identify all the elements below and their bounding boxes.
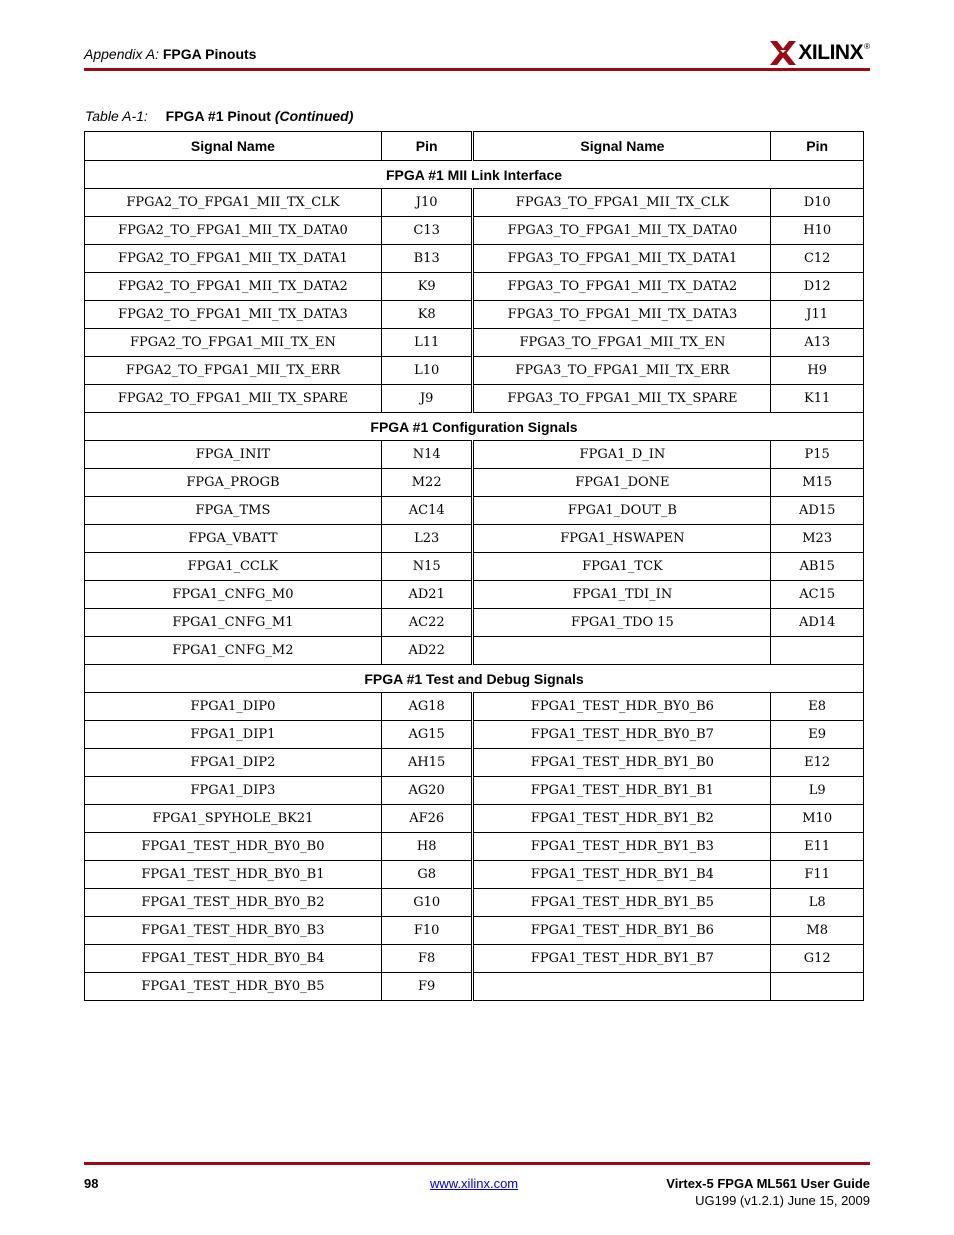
pin-cell: F9 (381, 973, 473, 1001)
xilinx-logo (770, 38, 870, 68)
pin-cell: J9 (381, 385, 473, 413)
signal-name-cell: FPGA1_SPYHOLE_BK21 (85, 805, 382, 833)
signal-name-cell: FPGA1_TEST_HDR_BY1_B2 (473, 805, 771, 833)
pin-cell: AD15 (771, 497, 864, 525)
signal-name-cell: FPGA_VBATT (85, 525, 382, 553)
table-row (85, 721, 864, 749)
signal-name-cell: FPGA3_TO_FPGA1_MII_TX_SPARE (473, 385, 771, 413)
section-row (85, 413, 864, 441)
signal-name-cell: FPGA1_TEST_HDR_BY0_B6 (473, 693, 771, 721)
table-row (85, 441, 864, 469)
pin-cell: AD21 (381, 581, 473, 609)
pin-cell: E11 (771, 833, 864, 861)
pin-cell: E12 (771, 749, 864, 777)
table-header-row (85, 132, 864, 161)
pin-cell: L11 (381, 329, 473, 357)
signal-name-cell: FPGA1_DIP3 (85, 777, 382, 805)
appendix-title: FPGA Pinouts (162, 46, 257, 62)
section-title: FPGA #1 Configuration Signals (85, 413, 864, 441)
signal-name-cell: FPGA3_TO_FPGA1_MII_TX_CLK (473, 189, 771, 217)
signal-name-cell: FPGA2_TO_FPGA1_MII_TX_DATA2 (85, 273, 382, 301)
section-title: FPGA #1 Test and Debug Signals (85, 665, 864, 693)
pin-cell: P15 (771, 441, 864, 469)
pin-cell: L9 (771, 777, 864, 805)
signal-name-cell: FPGA1_TCK (473, 553, 771, 581)
table-row (85, 777, 864, 805)
table-row (85, 469, 864, 497)
signal-name-cell: FPGA1_DIP1 (85, 721, 382, 749)
signal-name-cell: FPGA1_TEST_HDR_BY1_B7 (473, 945, 771, 973)
signal-name-cell: FPGA3_TO_FPGA1_MII_TX_ERR (473, 357, 771, 385)
pin-cell: D10 (771, 189, 864, 217)
table-row (85, 497, 864, 525)
signal-name-cell: FPGA1_CCLK (85, 553, 382, 581)
pin-cell: C12 (771, 245, 864, 273)
pin-cell: G10 (381, 889, 473, 917)
signal-name-cell: FPGA1_CNFG_M1 (85, 609, 382, 637)
document-version: UG199 (v1.2.1) June 15, 2009 (695, 1193, 870, 1208)
table-row (85, 749, 864, 777)
signal-name-cell: FPGA2_TO_FPGA1_MII_TX_CLK (85, 189, 382, 217)
pin-cell: E9 (771, 721, 864, 749)
pin-cell: L10 (381, 357, 473, 385)
table-row (85, 217, 864, 245)
pin-cell: AC14 (381, 497, 473, 525)
signal-name-cell: FPGA1_TDO 15 (473, 609, 771, 637)
appendix-label: Appendix A: (84, 46, 159, 62)
table-row (85, 273, 864, 301)
signal-name-cell: FPGA2_TO_FPGA1_MII_TX_SPARE (85, 385, 382, 413)
signal-name-cell: FPGA_INIT (85, 441, 382, 469)
pin-cell: AD22 (381, 637, 473, 665)
pin-cell: K11 (771, 385, 864, 413)
page-header (84, 38, 870, 72)
signal-name-cell: FPGA_TMS (85, 497, 382, 525)
pin-cell: M23 (771, 525, 864, 553)
guide-title: Virtex-5 FPGA ML561 User Guide (666, 1176, 870, 1191)
signal-name-cell (473, 973, 771, 1001)
signal-name-cell: FPGA3_TO_FPGA1_MII_TX_DATA2 (473, 273, 771, 301)
pin-cell: K8 (381, 301, 473, 329)
pin-cell: F10 (381, 917, 473, 945)
signal-name-cell: FPGA1_HSWAPEN (473, 525, 771, 553)
table-continued: (Continued) (274, 108, 354, 124)
signal-name-cell: FPGA2_TO_FPGA1_MII_TX_DATA1 (85, 245, 382, 273)
signal-name-cell: FPGA2_TO_FPGA1_MII_TX_DATA3 (85, 301, 382, 329)
signal-name-cell: FPGA1_TEST_HDR_BY1_B3 (473, 833, 771, 861)
running-header (84, 46, 256, 62)
pin-cell: G8 (381, 861, 473, 889)
table-row (85, 385, 864, 413)
signal-name-cell: FPGA1_TEST_HDR_BY0_B7 (473, 721, 771, 749)
pin-cell: K9 (381, 273, 473, 301)
table-row (85, 553, 864, 581)
pin-cell: N14 (381, 441, 473, 469)
pin-cell: AH15 (381, 749, 473, 777)
signal-name-cell: FPGA1_DONE (473, 469, 771, 497)
pin-cell: M22 (381, 469, 473, 497)
xilinx-mark-icon (770, 41, 796, 65)
signal-name-cell: FPGA1_TEST_HDR_BY1_B4 (473, 861, 771, 889)
header-signal-name-right: Signal Name (473, 132, 771, 161)
signal-name-cell: FPGA1_TEST_HDR_BY1_B0 (473, 749, 771, 777)
signal-name-cell: FPGA1_TEST_HDR_BY1_B5 (473, 889, 771, 917)
signal-name-cell: FPGA1_DIP2 (85, 749, 382, 777)
table-caption (85, 108, 353, 124)
section-row (85, 665, 864, 693)
signal-name-cell: FPGA1_TEST_HDR_BY1_B6 (473, 917, 771, 945)
signal-name-cell: FPGA1_DIP0 (85, 693, 382, 721)
table-row (85, 889, 864, 917)
signal-name-cell: FPGA1_TEST_HDR_BY0_B2 (85, 889, 382, 917)
page-number: 98 (84, 1176, 99, 1191)
table-row (85, 973, 864, 1001)
signal-name-cell: FPGA3_TO_FPGA1_MII_TX_EN (473, 329, 771, 357)
pin-cell: H8 (381, 833, 473, 861)
signal-name-cell: FPGA1_DOUT_B (473, 497, 771, 525)
signal-name-cell: FPGA1_CNFG_M0 (85, 581, 382, 609)
signal-name-cell: FPGA1_TEST_HDR_BY0_B4 (85, 945, 382, 973)
signal-name-cell: FPGA2_TO_FPGA1_MII_TX_DATA0 (85, 217, 382, 245)
pin-cell: H10 (771, 217, 864, 245)
table-number: Table A-1: (85, 108, 148, 124)
table-row (85, 329, 864, 357)
pin-cell: C13 (381, 217, 473, 245)
pin-cell: J11 (771, 301, 864, 329)
table-title: FPGA #1 Pinout (165, 108, 271, 124)
signal-name-cell: FPGA1_TDI_IN (473, 581, 771, 609)
section-title: FPGA #1 MII Link Interface (85, 161, 864, 189)
signal-name-cell: FPGA1_CNFG_M2 (85, 637, 382, 665)
pin-cell: E8 (771, 693, 864, 721)
signal-name-cell: FPGA3_TO_FPGA1_MII_TX_DATA1 (473, 245, 771, 273)
pin-cell: AD14 (771, 609, 864, 637)
table-row (85, 945, 864, 973)
table-row (85, 357, 864, 385)
signal-name-cell: FPGA3_TO_FPGA1_MII_TX_DATA3 (473, 301, 771, 329)
table-row (85, 581, 864, 609)
table-row (85, 245, 864, 273)
pin-cell: AG18 (381, 693, 473, 721)
section-row (85, 161, 864, 189)
pin-cell: B13 (381, 245, 473, 273)
signal-name-cell: FPGA_PROGB (85, 469, 382, 497)
pin-cell: L23 (381, 525, 473, 553)
pin-cell: G12 (771, 945, 864, 973)
table-row (85, 805, 864, 833)
table-row (85, 833, 864, 861)
pin-cell: F11 (771, 861, 864, 889)
pin-cell: J10 (381, 189, 473, 217)
signal-name-cell: FPGA2_TO_FPGA1_MII_TX_EN (85, 329, 382, 357)
pin-cell: N15 (381, 553, 473, 581)
pin-cell (771, 637, 864, 665)
signal-name-cell: FPGA2_TO_FPGA1_MII_TX_ERR (85, 357, 382, 385)
signal-name-cell: FPGA1_TEST_HDR_BY1_B1 (473, 777, 771, 805)
signal-name-cell: FPGA1_D_IN (473, 441, 771, 469)
header-pin-right: Pin (771, 132, 864, 161)
pin-cell: D12 (771, 273, 864, 301)
website-link[interactable]: www.xilinx.com (430, 1176, 519, 1191)
pinout-table (84, 131, 864, 1001)
table-row (85, 861, 864, 889)
registered-mark: ® (864, 42, 870, 51)
table-body (85, 161, 864, 1001)
pin-cell: AC15 (771, 581, 864, 609)
header-pin-left: Pin (381, 132, 473, 161)
signal-name-cell: FPGA1_TEST_HDR_BY0_B0 (85, 833, 382, 861)
table-row (85, 525, 864, 553)
header-signal-name-left: Signal Name (85, 132, 382, 161)
pin-cell: AG20 (381, 777, 473, 805)
pin-cell: A13 (771, 329, 864, 357)
signal-name-cell (473, 637, 771, 665)
signal-name-cell: FPGA1_TEST_HDR_BY0_B5 (85, 973, 382, 1001)
pin-cell: M8 (771, 917, 864, 945)
pin-cell: AF26 (381, 805, 473, 833)
pin-cell: AG15 (381, 721, 473, 749)
pin-cell: L8 (771, 889, 864, 917)
pin-cell: F8 (381, 945, 473, 973)
pin-cell: H9 (771, 357, 864, 385)
logo-wordmark: XILINX (798, 41, 864, 64)
table-row (85, 189, 864, 217)
pin-cell (771, 973, 864, 1001)
table-row (85, 609, 864, 637)
table-row (85, 301, 864, 329)
table-row (85, 637, 864, 665)
signal-name-cell: FPGA1_TEST_HDR_BY0_B3 (85, 917, 382, 945)
header-rule (84, 68, 870, 71)
pin-cell: AC22 (381, 609, 473, 637)
table-row (85, 693, 864, 721)
footer-rule (84, 1162, 870, 1165)
pin-cell: AB15 (771, 553, 864, 581)
pin-cell: M15 (771, 469, 864, 497)
signal-name-cell: FPGA3_TO_FPGA1_MII_TX_DATA0 (473, 217, 771, 245)
pin-cell: M10 (771, 805, 864, 833)
table-row (85, 917, 864, 945)
signal-name-cell: FPGA1_TEST_HDR_BY0_B1 (85, 861, 382, 889)
